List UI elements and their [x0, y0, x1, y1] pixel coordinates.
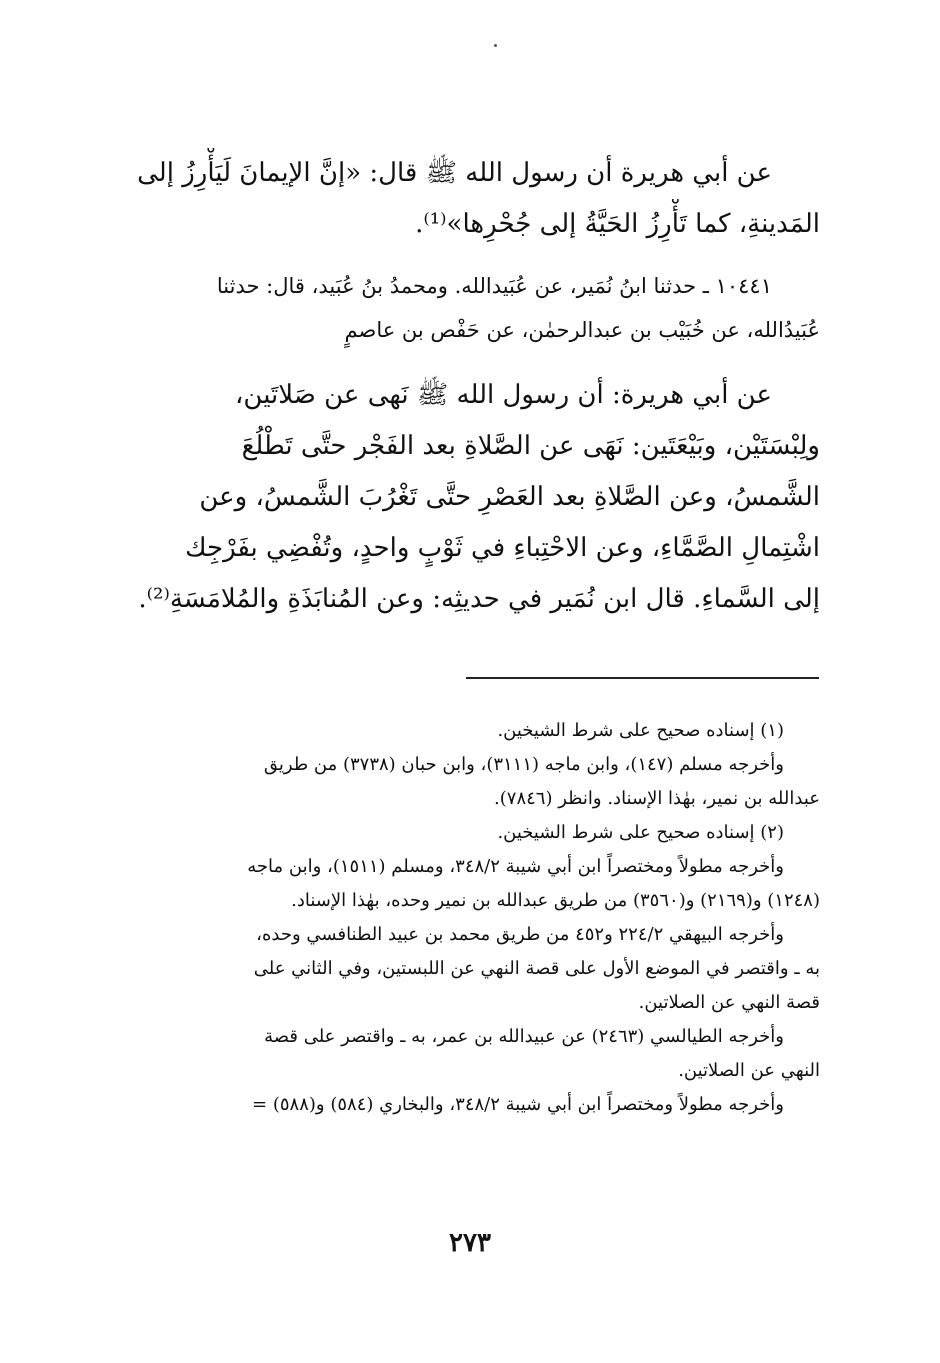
footnote-separator — [466, 677, 819, 679]
footnotes — [120, 714, 820, 1122]
text-line: عن أبي هريرة أن رسول الله ﷺ قال: «إنَّ الإيمانَ لَيَأْرِزُ إلى — [137, 158, 772, 188]
page-number: ٢٧٣ — [449, 1228, 491, 1258]
text-line: ١٠٤٤١ ـ حدثنا ابنُ نُمَير، عن عُبَيدالله. ومحمدُ بنُ عُبَيد، قال: حدثنا — [216, 274, 772, 298]
footnote-line: به ـ واقتصر في الموضع الأول على قصة النهي عن اللبستين، وفي الثاني على — [253, 958, 820, 979]
footnote-line: (١٢٤٨) و(٢١٦٩) و(٣٥٦٠) من طريق عبدالله بن نمير وحده، بهٰذا الإسناد. — [291, 890, 820, 911]
hadith-chain — [120, 264, 820, 352]
text-line: ولِبْسَتَيْن، وبَيْعَتَين: نَهَى عن الصَّلاةِ بعد الفَجْر حتَّى تَطْلُعَ — [241, 431, 820, 461]
footnote-line: عبدالله بن نمير، بهٰذا الإسناد. وانظر (٧٨٤٦). — [494, 788, 820, 809]
footnote-line: وأخرجه الطيالسي (٢٤٦٣) عن عبيدالله بن عمر، به ـ واقتصر على قصة — [264, 1026, 784, 1047]
footnote-line: وأخرجه مسلم (١٤٧)، وابن ماجه (٣١١١)، وابن حبان (٣٧٣٨) من طريق — [263, 754, 784, 775]
text-line: إلى السَّماءِ. قال ابن نُمَير في حديثِه: وعن المُنابَذَةِ والمُلامَسَةِ⁽²⁾. — [138, 584, 820, 614]
footnote-line: وأخرجه مطولاً ومختصراً ابن أبي شيبة ٣٤٨/٢، والبخاري (٥٨٤) و(٥٨٨) = — [252, 1094, 784, 1115]
text-line: عن أبي هريرة: أن رسول الله ﷺ نَهى عن صَلاتَين، — [235, 380, 772, 410]
hadith-paragraph-2 — [120, 370, 820, 625]
footnote-line: (٢) إسناده صحيح على شرط الشيخين. — [497, 822, 784, 843]
footnote-line: (١) إسناده صحيح على شرط الشيخين. — [497, 720, 784, 741]
footnote-line: وأخرجه مطولاً ومختصراً ابن أبي شيبة ٣٤٨/٢، ومسلم (١٥١١)، وابن ماجه — [247, 856, 784, 877]
text-line: عُبَيدُالله، عن خُبَيْب بن عبدالرحمٰن، عن حَفْص بن عاصمٍ — [344, 318, 820, 342]
hadith-paragraph-1 — [120, 148, 820, 250]
footnote-line: وأخرجه البيهقي ٢٢٤/٢ و٤٥٢ من طريق محمد بن عبيد الطنافسي وحده، — [256, 924, 784, 945]
top-dot — [494, 44, 497, 47]
footnote-line: قصة النهي عن الصلاتين. — [638, 992, 820, 1013]
footnote-line: النهي عن الصلاتين. — [678, 1060, 820, 1081]
text-line: المَدينةِ، كما تَأْرِزُ الحَيَّةُ إلى جُحْرِها»⁽¹⁾. — [415, 209, 820, 239]
text-line: الشَّمسُ، وعن الصَّلاةِ بعد العَصْرِ حتَّى تَغْرُبَ الشَّمسُ، وعن — [199, 482, 820, 512]
text-line: اشْتِمالِ الصَّمَّاءِ، وعن الاحْتِباءِ في ثَوْبٍ واحدٍ، وتُفْضِي بفَرْجِك — [185, 533, 820, 563]
